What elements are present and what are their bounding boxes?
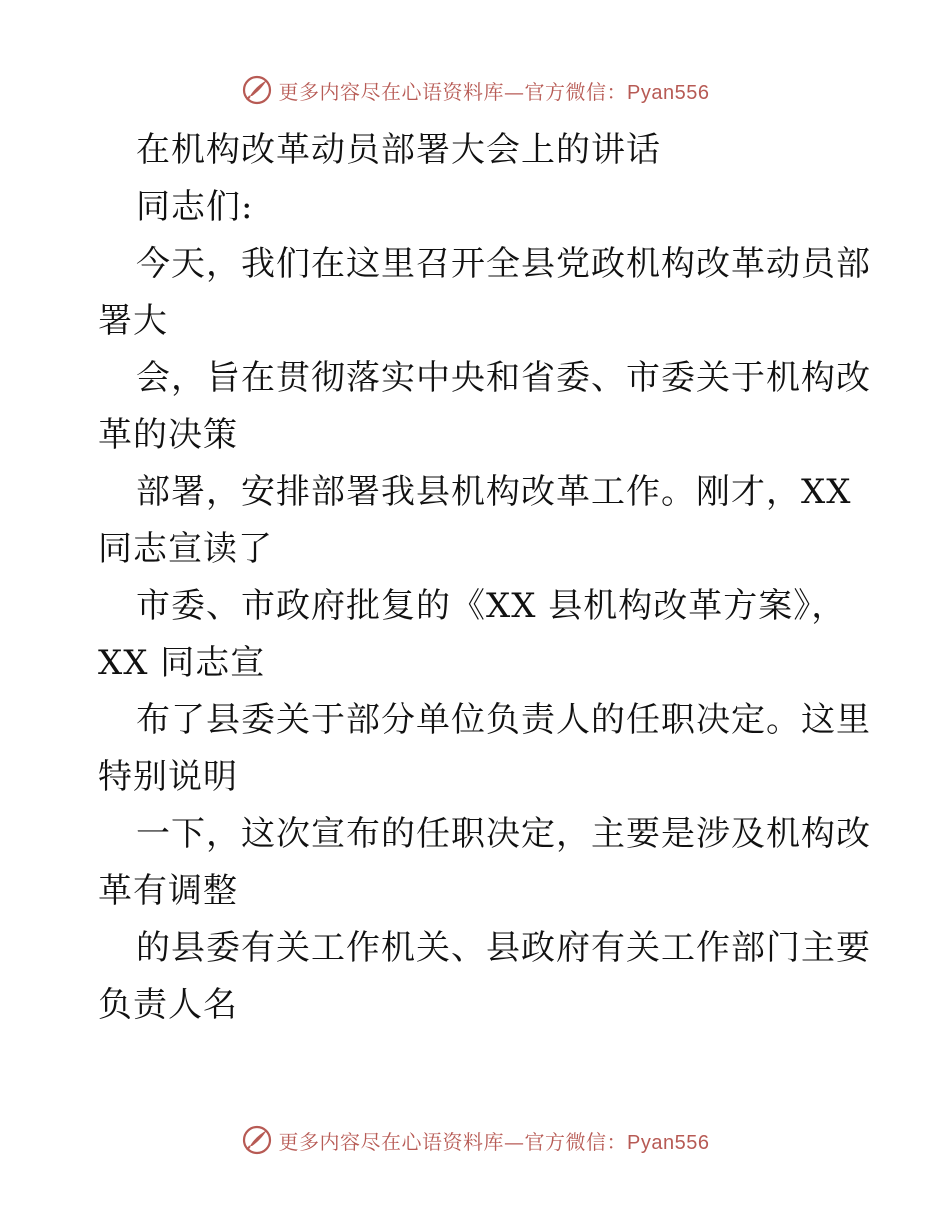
body-line: 同志宣读了 [98,529,273,569]
body-line: 今天，我们在这里召开全县党政机构改革动员部 [136,244,871,284]
body-line: 特别说明 [98,757,238,797]
body-line: 部署，安排部署我县机构改革工作。刚才，XX [136,472,852,512]
quill-logo-icon [241,1124,273,1156]
salutation: 同志们: [136,187,254,227]
body-line: 署大 [98,301,168,341]
watermark-text: 更多内容尽在心语资料库—官方微信： [278,1129,628,1154]
document-title: 在机构改革动员部署大会上的讲话 [136,130,661,170]
document-body [98,122,871,1034]
quill-logo-icon [241,74,273,106]
header-watermark [0,70,950,110]
body-line: 会，旨在贯彻落实中央和省委、市委关于机构改 [136,358,871,398]
footer-watermark [0,1120,950,1160]
watermark-label [279,76,710,105]
body-line: 革有调整 [98,871,238,911]
body-line: 革的决策 [98,415,238,455]
body-line: 市委、市政府批复的《XX 县机构改革方案》， [136,586,847,626]
watermark-id: Pyan556 [627,81,710,104]
body-line: 一下，这次宣布的任职决定，主要是涉及机构改 [136,814,871,854]
watermark-id: Pyan556 [627,1131,710,1154]
watermark-label [279,1126,710,1155]
body-line: XX 同志宣 [98,643,266,683]
watermark-text: 更多内容尽在心语资料库—官方微信： [278,79,628,104]
body-line: 的县委有关工作机关、县政府有关工作部门主要 [136,928,871,968]
body-line: 负责人名 [98,985,238,1025]
body-line: 布了县委关于部分单位负责人的任职决定。这里 [136,700,871,740]
